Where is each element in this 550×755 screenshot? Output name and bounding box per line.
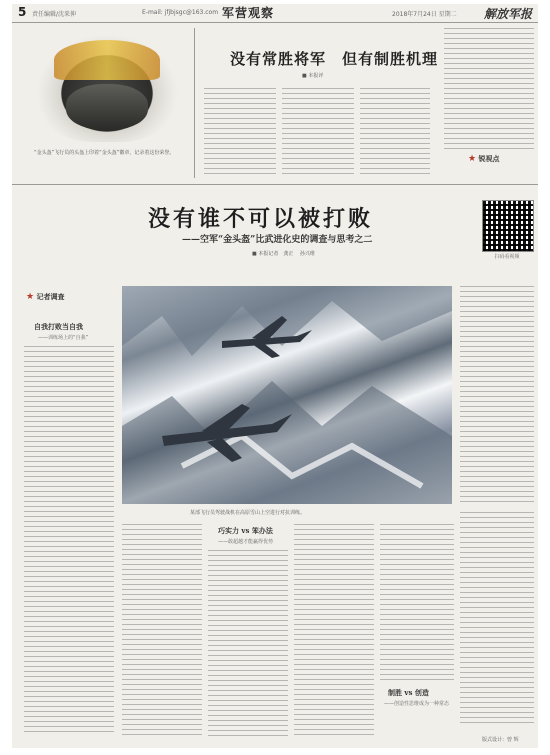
main-article-byline: ■ 本报记者 龚正 孙兴维 xyxy=(252,251,315,257)
text-column xyxy=(294,524,374,736)
section1-subheading: ——训练场上的“自我” xyxy=(38,335,89,341)
top-article-title: 没有常胜将军 但有制胜机理 xyxy=(230,50,439,68)
star-icon: ★ xyxy=(26,292,35,302)
horizontal-rule xyxy=(12,184,538,185)
helmet-caption: “金头盔”飞行员的头盔上印着“金头盔”徽章，记录着这份荣誉。 xyxy=(34,150,175,156)
layout-credit: 版式设计：曾 辉 xyxy=(482,737,519,743)
tag-jizhe-diaocha xyxy=(26,292,65,302)
text-column xyxy=(380,524,454,684)
text-column xyxy=(204,88,276,174)
top-article-byline: ■ 本报评 xyxy=(302,73,324,79)
qr-caption: 扫码看视频 xyxy=(494,254,520,260)
text-column xyxy=(460,286,534,506)
text-column xyxy=(208,550,288,736)
main-article-title: 没有谁不可以被打败 xyxy=(148,206,374,232)
section2-subheading: ——敢超越才能赢得优势 xyxy=(218,539,274,545)
text-column xyxy=(360,88,430,174)
star-icon: ★ xyxy=(468,154,477,164)
section1-heading: 自我打败当自我 xyxy=(34,322,83,331)
text-column xyxy=(282,88,354,174)
date-line: 2018年7月24日 星期二 xyxy=(392,11,457,18)
masthead: 解放军报 xyxy=(483,7,532,21)
text-column xyxy=(444,28,534,152)
text-column xyxy=(24,346,114,736)
column-rule xyxy=(194,28,195,178)
tag-ruishidian xyxy=(468,154,500,164)
page-number: 5 xyxy=(18,5,27,19)
fighter-jets-photo xyxy=(122,286,452,504)
email-line: E-mail: jfjbjsgc@163.com xyxy=(142,9,219,16)
qr-code[interactable] xyxy=(482,200,534,252)
tag-label: 锐视点 xyxy=(478,155,500,163)
jets-caption: 某部飞行员驾驶战机在高原雪山上空进行对抗训练。 xyxy=(190,510,306,516)
main-article-subtitle: ——空军“金头盔”比武进化史的调查与思考之二 xyxy=(182,235,373,245)
tag-label: 记者调查 xyxy=(36,293,65,301)
editor-line: 责任编辑/沈来伸 xyxy=(32,11,77,18)
text-column xyxy=(122,524,202,736)
newspaper-page xyxy=(12,4,538,748)
helmet-photo xyxy=(36,34,178,142)
page-header xyxy=(12,4,538,23)
text-column xyxy=(460,512,534,726)
jets-illustration xyxy=(122,286,452,504)
section2-heading: 巧实力 vs 笨办法 xyxy=(218,526,273,535)
section3-subheading: ——创造性思维成为一种常态 xyxy=(384,701,450,707)
section3-heading: 制胜 vs 创造 xyxy=(388,688,429,697)
section-title: 军营观察 xyxy=(222,6,275,20)
